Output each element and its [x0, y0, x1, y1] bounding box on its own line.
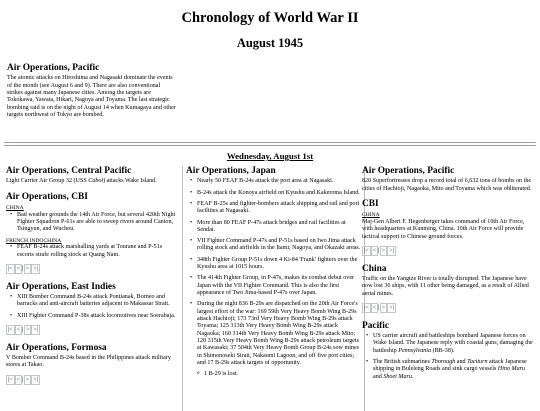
list-item: • XIII Bomber Command B-24s attack Pontianak, Borneo and barracks and anti-aircraft batteries adjacent to Makassar Strait. [11, 294, 178, 309]
right-column [362, 166, 534, 385]
page-subtitle: August 1945 [236, 36, 304, 50]
list-item: • Bad weather grounds the 14th Air Force, but several 420th Night Fighter Squadron P-61s are able to sweep rivers around Canton, Tsingyun, and Wuchou. [11, 212, 178, 234]
date-heading: Wednesday, August 1st [226, 151, 314, 161]
list-item: • FEAF B-25s and fighter-bombers attack shipping and rail and port facilities at Nagasaki. [191, 201, 361, 216]
list-item: • More than 80 FEAF P-47s attack bridges and rail facilities at Sendai. [191, 220, 361, 235]
cbi-text: Maj-Gen Albert F. Hegenberger takes command of 10th Air Force, with headquarters at Kunming, China. 10th Air Force will provide tactical support to Chinese ground forces. [362, 218, 525, 240]
prev-button[interactable]: < [16, 375, 21, 383]
list-item: • B-24s attack the Konoya airfield on Kyushu and Kakeroma Island. [191, 190, 361, 197]
first-button[interactable]: |< [364, 246, 369, 254]
top-divider-2 [4, 145, 536, 146]
cbi-heading: CBI [362, 198, 379, 209]
middle-column [182, 166, 365, 411]
nav-buttons: |< < | > >| [8, 375, 38, 383]
page-title: Chronology of World War II [181, 10, 359, 26]
central-pacific-heading: Air Operations, Central Pacific [6, 166, 132, 176]
next-button[interactable]: > [25, 264, 30, 272]
prev-button[interactable]: < [16, 325, 21, 333]
first-button[interactable]: |< [8, 375, 13, 383]
last-button[interactable]: >| [33, 264, 38, 272]
china-link[interactable]: CHINA [6, 204, 24, 211]
next-button[interactable]: > [381, 246, 386, 254]
cbi-heading: Air Operations, CBI [6, 191, 88, 202]
central-pacific-text: Light Carrier Air Group 32 (USS Cabot) attacks Wake Island. [6, 178, 157, 185]
prev-button[interactable]: < [372, 303, 377, 311]
list-item: o 1 B-29 is lost. [191, 371, 361, 378]
list-item: • US carrier aircraft and battleships bombard Japanese forces on Wake Island. The Japanese reply with coastal guns, damaging the battleship Pennsylvania (BB-38). [367, 333, 534, 355]
japan-heading: Air Operations, Japan [186, 166, 276, 176]
list-item: • The 414th Fighter Group, in P-47s, makes its combat debut over Japan with the VII Fighter Command. This is also the first appearance of Two Jima-based P-47s over Japan. [191, 275, 361, 297]
pacific-text: 820 Superfortresses drop a record total of 6,632 tons of bombs on the cities of Hachioji, Nagaoka, Mito and Toyama which was obliterated. [362, 178, 532, 192]
nav-buttons: |< < | > >| [364, 303, 394, 311]
nav-buttons: |< < | > >| [8, 264, 38, 272]
first-button[interactable]: |< [8, 264, 13, 272]
last-button[interactable]: >| [389, 303, 394, 311]
left-column [6, 166, 178, 393]
list-item: • VII Fighter Command P-47s and P-51s based on Iwo Jima attack rolling stock and airfields in the Itami, Nagoya, and Okazaki areas. [191, 238, 361, 253]
list-item: • XIII Fighter Command P-38s attack locomotives near Soerabaja. [11, 313, 178, 320]
japan-list [186, 178, 361, 367]
intro-section [7, 63, 177, 119]
next-button[interactable]: > [25, 375, 30, 383]
next-button[interactable]: > [25, 325, 30, 333]
list-item: • The British submarines Thorough and Taciturn attack Japanese shipping in Buleleng Roads and sink cargo vessels Hino Maru and Shoei Maru. [367, 359, 534, 381]
last-button[interactable]: >| [33, 325, 38, 333]
formosa-text: V Bomber Command B-24s based in the Philippines attack military stores at Takao. [6, 355, 171, 369]
china-link[interactable]: CHINA [362, 212, 380, 219]
japan-sub-list [186, 371, 361, 378]
pacific-heading: Air Operations, Pacific [362, 166, 455, 176]
east-indies-heading: Air Operations, East Indies [6, 281, 116, 292]
list-item: • Nearly 50 FEAF B-24s attack the port area at Nagasaki. [191, 178, 361, 185]
east-indies-list [6, 294, 178, 320]
last-button[interactable]: >| [389, 246, 394, 254]
prev-button[interactable]: < [372, 246, 377, 254]
first-button[interactable]: |< [8, 325, 13, 333]
first-button[interactable]: |< [364, 303, 369, 311]
china-heading: China [362, 263, 387, 274]
list-item: • FEAF B-24s attack marshalling yards at Tourane and P-51s escorts strafe rolling stock at Quang Nam. [11, 244, 178, 259]
next-button[interactable]: > [381, 303, 386, 311]
formosa-heading: Air Operations, Formosa [6, 342, 107, 353]
indochina-link[interactable]: FRENCH INDOCHINA [6, 237, 62, 244]
list-item: • 348th Fighter Group P-51s down 4 Ki-84 'Frank' fighters over the Kyushu area at 1015 hours. [191, 257, 361, 272]
nav-buttons: |< < | > >| [8, 325, 38, 333]
china-list [6, 212, 178, 234]
top-divider [4, 142, 536, 143]
pacific2-heading: Pacific [362, 320, 390, 331]
china-text: Traffic on the Yangtze River is totally disrupted. The Japanese have now lost 36 ships, with 11 other being damaged, as a result of Allied aerial mines. [362, 276, 529, 297]
last-button[interactable]: >| [33, 375, 38, 383]
intro-heading: Air Operations, Pacific [7, 63, 100, 73]
list-item: • During the night 836 B-29s are dispatched on the 20th Air Force's largest effort of the war: 169 59th Very Heavy Bomb Wing B-29s attack Hachioji; 173 73rd Very Heavy Bomb Wing B-29s attack Toyama; 125 313th Very Heavy Bomb Wing B-29s attack Nagaoka; 160 314th Very Heavy Bomb Wing B-29s attack Mito; 120 315th Very Heavy Bomb Wing B-29s attack petroleum targets at Kawasaki; 37 504th Very Heavy Bomb Group B-24s sow mines in Shimonoseki Strait, Nakaumi Lagoon, and off five port cities; and 17 B-29s attack targets of opportunity. [191, 301, 361, 367]
pacific2-list [362, 333, 534, 381]
indochina-list [6, 244, 178, 259]
nav-buttons: |< < | > >| [364, 246, 394, 254]
prev-button[interactable]: < [16, 264, 21, 272]
intro-text: The atomic attacks on Hiroshima and Nagasaki dominate the events of the month (see August 6 and 9). There are also conventional strikes against many Japanese cities. Among the targets are Tokokawa, Yawata, Hikari, Nagoya and Toyama. The last strategic bombing raid is on the night of August 14 when Kumagaya and other targets northwest of Tokyo are bombed. [7, 75, 176, 118]
